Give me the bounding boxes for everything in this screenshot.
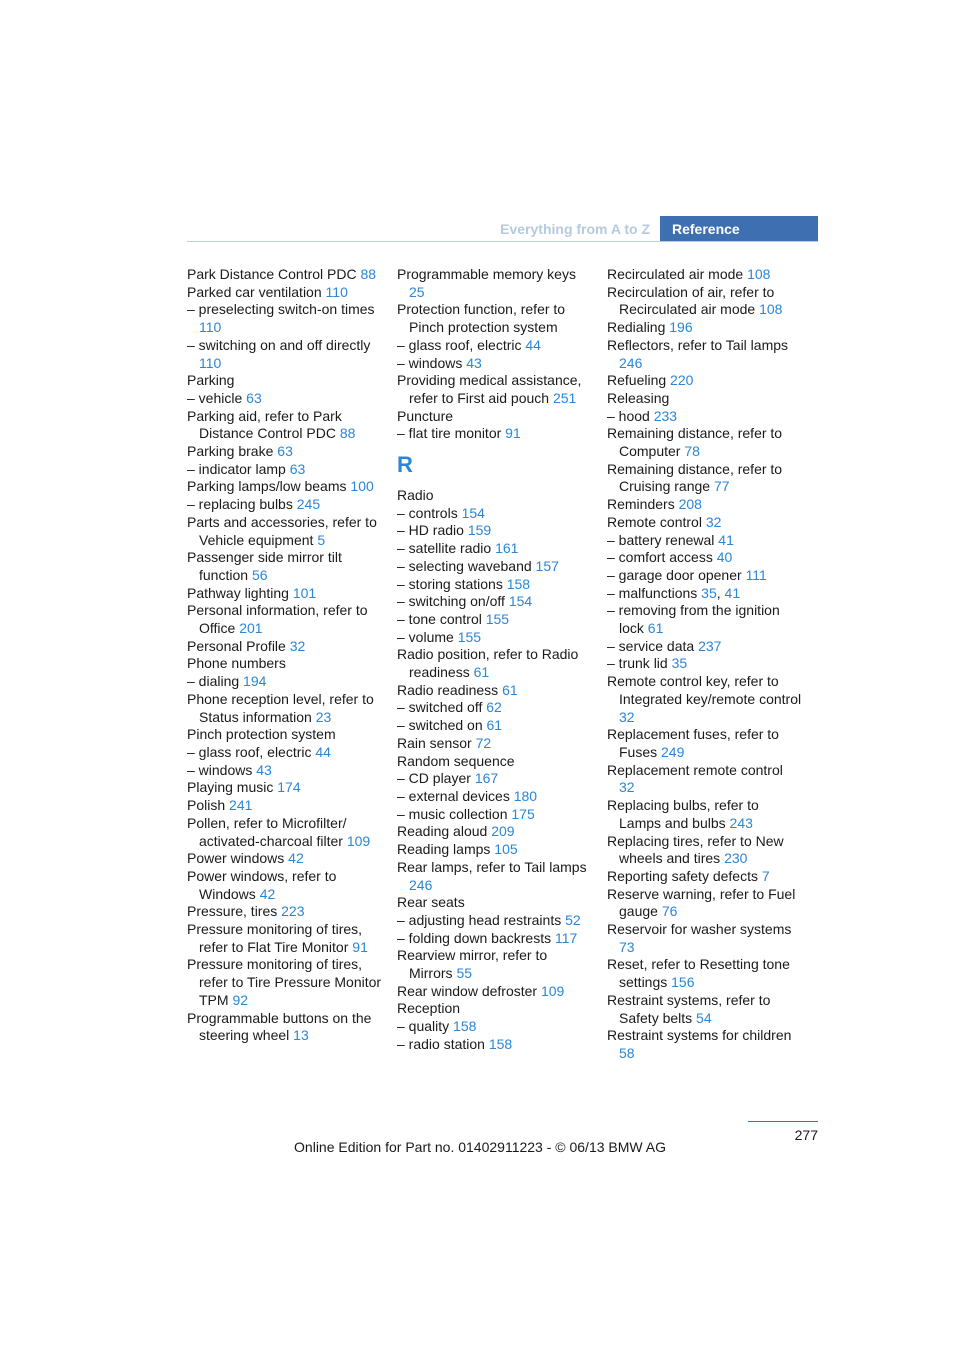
index-entry-text: Replacement fuses, refer to Fuses <box>607 726 779 760</box>
index-entry-text: – folding down backrests <box>397 929 552 946</box>
page-reference-link[interactable]: 246 <box>619 354 643 371</box>
page-reference-link[interactable]: 25 <box>409 283 425 300</box>
index-entry <box>187 337 382 372</box>
index-entry-text: Pinch protection system <box>187 726 336 743</box>
page-reference-link[interactable]: 44 <box>315 743 331 760</box>
page-reference-link[interactable]: 233 <box>653 407 678 424</box>
page-reference-link[interactable]: 108 <box>759 301 783 318</box>
index-entry-text: Rearview mirror, refer to Mirrors <box>397 947 548 982</box>
index-entry <box>607 921 802 956</box>
page-reference-link[interactable]: 58 <box>619 1044 635 1061</box>
index-entry-text: Reserve warning, refer to Fuel gauge <box>607 885 796 920</box>
index-entry-text: Pressure monitoring of tires, refer to Tire Pressure Monitor TPM <box>187 956 382 1008</box>
index-entry-text: Restraint systems, refer to Safety belts <box>607 991 771 1026</box>
index-entry-text: Programmable memory keys <box>397 266 576 282</box>
page-reference-link[interactable]: 91 <box>505 425 521 442</box>
page-reference-link[interactable]: 13 <box>293 1027 309 1044</box>
index-entry-text: Remote control key, refer to Integrated key/remote control <box>607 673 802 707</box>
index-entry <box>397 735 592 753</box>
page-reference-link[interactable]: 110 <box>199 319 222 336</box>
index-entry-text: – HD radio <box>397 522 464 539</box>
page-reference-link[interactable]: 32 <box>619 708 635 725</box>
index-entry-text: Rear lamps, refer to Tail lamps <box>397 858 587 875</box>
index-entry-text: – volume <box>397 628 454 645</box>
index-entry-text: Park Distance Control PDC <box>187 266 357 282</box>
page-reference-link[interactable]: 35 <box>701 584 717 601</box>
page-reference-link[interactable]: 158 <box>453 1018 477 1035</box>
index-entry <box>607 797 802 832</box>
page-reference-link[interactable]: 91 <box>352 938 368 955</box>
page-reference-link[interactable]: 23 <box>315 708 332 725</box>
page-reference-link[interactable]: 158 <box>488 1035 513 1052</box>
index-entry-text: Phone reception level, refer to Status information <box>187 690 374 725</box>
page-reference-link[interactable]: 158 <box>506 575 531 592</box>
index-entry <box>397 806 592 824</box>
index-entry-text: Puncture <box>397 407 454 424</box>
index-entry <box>607 726 802 761</box>
index-entry <box>187 390 382 408</box>
index-entry-text: – trunk lid <box>607 655 668 672</box>
index-entry-text: – battery renewal <box>607 531 715 548</box>
index-entry-text: – satellite radio <box>397 540 492 557</box>
page-reference-link[interactable]: 63 <box>277 443 293 460</box>
index-entry <box>187 850 382 868</box>
index-entry-text: – removing from the ignition lock <box>607 602 780 637</box>
index-column-1 <box>187 266 382 1045</box>
page-reference-link[interactable]: 92 <box>232 991 249 1008</box>
index-entry <box>397 682 592 700</box>
index-entry <box>187 779 382 797</box>
footer-divider <box>748 1121 818 1122</box>
index-entry-text: Recirculated air mode <box>607 266 744 282</box>
index-entry <box>607 602 802 637</box>
index-entry-text: Personal information, refer to Office <box>187 602 368 637</box>
index-entry-text: Passenger side mirror tilt function <box>187 549 342 583</box>
index-entry-text: Remote control <box>607 513 702 530</box>
page-number: 277 <box>794 1127 818 1143</box>
page-reference-link[interactable]: 194 <box>243 673 267 690</box>
index-entry <box>397 1036 592 1054</box>
index-entry-text: Random sequence <box>397 752 515 769</box>
page-reference-link[interactable]: 7 <box>761 867 770 884</box>
index-entry-text: Reporting safety defects <box>607 867 758 884</box>
index-entry <box>187 762 382 780</box>
index-entry <box>397 859 592 894</box>
index-entry-text: Remaining distance, refer to Computer <box>607 425 783 460</box>
index-entry-text: – malfunctions <box>607 584 698 601</box>
page-reference-link[interactable]: 156 <box>671 974 695 991</box>
page-reference-link[interactable]: 63 <box>289 460 306 477</box>
index-entry <box>397 266 592 301</box>
index-entry-text: – external devices <box>397 787 510 804</box>
page-reference-link[interactable]: 105 <box>494 841 518 858</box>
page-reference-link[interactable]: 62 <box>486 699 502 716</box>
index-entry-text: – hood <box>607 407 650 424</box>
index-entry-text: – controls <box>397 504 458 521</box>
page-reference-link[interactable]: 43 <box>466 354 482 371</box>
index-entry-text: Remaining distance, refer to Cruising range <box>607 460 783 495</box>
index-entry <box>607 425 802 460</box>
index-entry <box>187 956 382 1009</box>
index-letter-heading: R <box>397 452 413 478</box>
page-reference-link[interactable]: 220 <box>670 372 694 389</box>
index-entry-text: Recirculation of air, refer to Recirculated air mode <box>607 283 775 318</box>
index-entry-text: Phone numbers <box>187 655 286 672</box>
index-entry-text: Personal Profile <box>187 637 286 654</box>
index-entry-text: Replacement remote control <box>607 761 783 778</box>
page-reference-link[interactable]: 61 <box>473 664 490 681</box>
page-reference-link[interactable]: 109 <box>540 982 565 999</box>
index-entry <box>397 930 592 948</box>
page-reference-link[interactable]: 155 <box>485 610 510 627</box>
index-entry: – malfunctions 35, 41 <box>607 584 741 601</box>
index-entry-text: Radio position, refer to Radio readiness <box>397 646 579 681</box>
index-entry <box>187 461 382 479</box>
page-reference-link[interactable]: 41 <box>724 584 741 601</box>
index-entry-text: Rain sensor <box>397 734 472 751</box>
index-entry-text: – switching on and off directly <box>187 336 371 353</box>
index-entry <box>397 337 592 355</box>
index-entry-text: Pressure monitoring of tires, refer to Flat Tire Monitor <box>187 921 363 955</box>
page-reference-link[interactable]: 246 <box>409 876 433 893</box>
page-reference-link[interactable]: 88 <box>339 425 356 442</box>
index-entry <box>397 505 592 523</box>
index-entry-text: Pathway lighting <box>187 584 289 601</box>
index-entry <box>607 496 802 514</box>
page-reference-link[interactable]: 77 <box>713 478 730 495</box>
index-entry <box>397 983 592 1001</box>
page-reference-link[interactable]: 245 <box>296 496 321 513</box>
index-entry-text: – dialing <box>187 673 240 690</box>
index-entry <box>187 638 382 656</box>
page-reference-link[interactable]: 251 <box>552 389 577 406</box>
index-entry <box>187 1010 382 1045</box>
page-reference-link[interactable]: 101 <box>292 584 317 601</box>
page-reference-link[interactable]: 55 <box>456 965 473 982</box>
page-reference-link[interactable]: 88 <box>360 266 377 282</box>
index-entry <box>187 301 382 336</box>
index-entry <box>397 355 592 373</box>
index-entry-text: – windows <box>397 354 463 371</box>
index-entry-text: Power windows <box>187 850 285 867</box>
header-divider <box>187 241 818 242</box>
index-entry <box>607 1027 802 1062</box>
index-entry-text: Protection function, refer to Pinch protection system <box>397 301 566 336</box>
index-entry-text: Parking aid, refer to Park Distance Control PDC <box>187 407 342 442</box>
index-entry-text: Pollen, refer to Microfilter/ activated-charcoal filter <box>187 814 347 849</box>
index-entry <box>187 549 382 584</box>
index-entry-text: Parts and accessories, refer to Vehicle equipment <box>187 513 377 548</box>
index-entry <box>607 886 802 921</box>
index-entry <box>607 372 802 390</box>
page-reference-link[interactable]: 208 <box>678 496 702 513</box>
index-entry <box>187 726 382 744</box>
index-entry-text: Rear window defroster <box>397 982 538 999</box>
page-reference-link[interactable]: 175 <box>511 805 535 822</box>
index-entry-text: Replacing tires, refer to New wheels and tires <box>607 832 784 867</box>
index-entry-text: – service data <box>607 637 695 654</box>
index-entry <box>397 522 592 540</box>
index-entry <box>607 549 802 567</box>
index-entry <box>397 487 592 505</box>
index-entry-text: Parking brake <box>187 443 274 460</box>
index-entry-text: Radio <box>397 487 434 504</box>
index-entry <box>187 443 382 461</box>
index-entry <box>607 319 802 337</box>
index-entry <box>397 408 592 426</box>
index-entry <box>397 823 592 841</box>
index-entry-text: Polish <box>187 797 226 814</box>
online-edition-note: Online Edition for Part no. 01402911223 - © 06/13 BMW AG <box>294 1139 666 1155</box>
index-entry <box>397 611 592 629</box>
index-entry <box>397 425 592 443</box>
index-entry-text: Radio readiness <box>397 681 499 698</box>
index-entry-text: – storing stations <box>397 575 503 592</box>
index-entry-text: Parked car ventilation <box>187 283 322 300</box>
index-entry <box>397 1000 592 1018</box>
page-reference-link[interactable]: 110 <box>199 354 222 371</box>
index-entry-text: – flat tire monitor <box>397 425 502 442</box>
index-entry-text: – indicator lamp <box>187 460 286 477</box>
index-entry-text: – switched on <box>397 717 483 734</box>
index-entry <box>187 372 382 390</box>
page-reference-link[interactable]: 201 <box>239 620 263 637</box>
page-reference-link[interactable]: 42 <box>288 850 304 867</box>
index-entry <box>607 655 802 673</box>
index-entry-text: – glass roof, electric <box>187 743 312 760</box>
index-entry <box>187 514 382 549</box>
index-column-2 <box>397 266 592 1054</box>
index-entry <box>397 894 592 912</box>
page-reference-link[interactable]: 241 <box>229 797 253 814</box>
index-entry-text: – selecting waveband <box>397 557 532 574</box>
index-entry <box>607 532 802 550</box>
index-entry <box>397 699 592 717</box>
page-reference-link[interactable]: 249 <box>661 743 685 760</box>
page-reference-link[interactable]: 196 <box>669 319 693 336</box>
index-entry-text: Replacing bulbs, refer to Lamps and bulbs <box>607 797 759 831</box>
index-entry <box>397 540 592 558</box>
index-entry-text: Reminders <box>607 496 675 513</box>
page-reference-link[interactable]: 61 <box>502 681 518 698</box>
page-reference-link[interactable]: 174 <box>277 779 301 796</box>
page-reference-link[interactable]: 111 <box>745 566 767 583</box>
page-reference-link[interactable]: 155 <box>457 628 482 645</box>
index-entry-text: – comfort access <box>607 549 713 566</box>
page-reference-link[interactable]: 72 <box>475 734 492 751</box>
index-entry <box>187 744 382 762</box>
index-column-3 <box>607 266 802 1063</box>
index-entry-text: – adjusting head restraints <box>397 911 562 928</box>
index-entry-text: Restraint systems for children <box>607 1027 792 1044</box>
index-entry <box>187 815 382 850</box>
index-entry-text: – vehicle <box>187 389 243 406</box>
index-entry-text: Reflectors, refer to Tail lamps <box>607 336 789 353</box>
page-reference-link[interactable]: 109 <box>346 832 371 849</box>
index-entry <box>187 266 382 284</box>
index-entry-text: Power windows, refer to Windows <box>187 867 337 902</box>
page-reference-link[interactable]: 73 <box>619 938 635 955</box>
index-entry-text: Parking <box>187 372 235 389</box>
index-entry-text: Reception <box>397 1000 461 1017</box>
index-entry <box>397 301 592 336</box>
index-entry-text: – switching on/off <box>397 593 505 610</box>
index-entry-text: Redialing <box>607 319 666 336</box>
index-entry <box>397 947 592 982</box>
page-reference-link[interactable]: 61 <box>486 717 503 734</box>
index-entry <box>187 408 382 443</box>
index-entry <box>607 390 802 408</box>
index-entry-text: – preselecting switch-on times <box>187 301 375 318</box>
page-reference-link[interactable]: 78 <box>684 443 700 460</box>
index-entry <box>607 408 802 426</box>
page-reference-link[interactable]: 56 <box>251 566 268 583</box>
page-reference-link[interactable]: 43 <box>256 761 272 778</box>
index-entry <box>187 868 382 903</box>
index-entry <box>397 593 592 611</box>
index-entry <box>607 461 802 496</box>
page-reference-link[interactable]: 40 <box>716 549 733 566</box>
page-reference-link[interactable]: 76 <box>661 903 678 920</box>
index-entry <box>187 585 382 603</box>
index-entry <box>607 992 802 1027</box>
index-entry <box>397 770 592 788</box>
page-reference-link[interactable]: 154 <box>508 593 533 610</box>
index-entry <box>397 576 592 594</box>
index-entry <box>607 638 802 656</box>
page-reference-link[interactable]: 35 <box>671 655 688 672</box>
page-reference-link[interactable]: 230 <box>724 850 748 867</box>
index-entry-text: – replacing bulbs <box>187 496 293 513</box>
page-reference-link[interactable]: 159 <box>467 522 492 539</box>
index-entry <box>397 788 592 806</box>
index-entry <box>187 496 382 514</box>
page-reference-link[interactable]: 32 <box>705 513 722 530</box>
index-entry <box>397 646 592 681</box>
page-reference-link[interactable]: 110 <box>325 283 348 300</box>
index-entry <box>187 673 382 691</box>
page-reference-link[interactable]: 32 <box>619 779 635 796</box>
page-reference-link[interactable]: 108 <box>747 266 771 282</box>
index-entry <box>607 762 802 797</box>
index-entry <box>187 478 382 496</box>
index-entry-text: Parking lamps/low beams <box>187 478 347 495</box>
index-entry-text: – glass roof, electric <box>397 336 522 353</box>
index-entry <box>607 266 802 284</box>
index-entry <box>397 372 592 407</box>
index-entry-text: – windows <box>187 761 253 778</box>
page-reference-link[interactable]: 52 <box>565 911 581 928</box>
index-entry-text: Programmable buttons on the steering wheel <box>187 1009 372 1044</box>
index-entry <box>397 558 592 576</box>
index-entry-text: Reading aloud <box>397 823 488 840</box>
index-entry-text: – radio station <box>397 1035 485 1052</box>
page-reference-link[interactable]: 157 <box>535 557 559 574</box>
page-reference-link[interactable]: 54 <box>696 1009 712 1026</box>
page-reference-link[interactable]: 223 <box>281 903 305 920</box>
index-entry-text: Rear seats <box>397 894 465 911</box>
reference-tab[interactable]: Reference <box>660 216 818 242</box>
index-entry <box>397 753 592 771</box>
page-reference-link[interactable]: 100 <box>350 478 374 495</box>
page-reference-link[interactable]: 44 <box>525 336 541 353</box>
page-reference-link[interactable]: 180 <box>513 787 538 804</box>
page-reference-link[interactable]: 5 <box>317 531 326 548</box>
index-entry-text: Pressure, tires <box>187 903 278 920</box>
page-reference-link[interactable]: 161 <box>495 540 519 557</box>
index-entry-text: – switched off <box>397 699 483 716</box>
index-entry <box>607 673 802 726</box>
index-entry-text: – CD player <box>397 770 471 787</box>
page-reference-link[interactable]: 42 <box>259 885 276 902</box>
page-reference-link[interactable]: 243 <box>729 814 753 831</box>
index-entry-text: Releasing <box>607 389 670 406</box>
index-entry <box>397 717 592 735</box>
page-reference-link[interactable]: 63 <box>246 389 262 406</box>
page-reference-link[interactable]: 61 <box>647 620 664 637</box>
index-entry <box>187 797 382 815</box>
page-reference-link[interactable]: 167 <box>474 770 499 787</box>
index-entry <box>187 655 382 673</box>
page-reference-link[interactable]: 209 <box>491 823 515 840</box>
index-entry-text: Playing music <box>187 779 274 796</box>
index-entry <box>397 1018 592 1036</box>
page-reference-link[interactable]: 41 <box>718 531 734 548</box>
index-entry-text: Reservoir for washer systems <box>607 921 792 938</box>
index-entry-text: Providing medical assistance, refer to First aid pouch <box>397 372 582 406</box>
index-entry-text: Reset, refer to Resetting tone settings <box>607 956 790 991</box>
index-entry <box>397 629 592 647</box>
index-entry <box>607 833 802 868</box>
index-entry <box>187 284 382 302</box>
index-entry <box>607 284 802 319</box>
index-entry-text: – tone control <box>397 610 482 627</box>
index-entry-text: Reading lamps <box>397 841 491 858</box>
index-entry <box>607 514 802 532</box>
index-entry-text: – music collection <box>397 805 508 822</box>
page-reference-link[interactable]: 32 <box>289 637 306 654</box>
index-entry <box>607 956 802 991</box>
page-reference-link[interactable]: 154 <box>461 504 485 521</box>
index-entry-text: – quality <box>397 1018 450 1035</box>
section-title: Everything from A to Z <box>500 221 650 237</box>
index-entry <box>607 567 802 585</box>
index-entry <box>607 868 802 886</box>
index-entry-text: Refueling <box>607 372 667 389</box>
index-entry <box>397 912 592 930</box>
page-reference-link[interactable]: 237 <box>698 637 722 654</box>
index-entry <box>187 691 382 726</box>
index-entry <box>187 903 382 921</box>
page-reference-link[interactable]: 117 <box>554 929 578 946</box>
index-entry <box>187 602 382 637</box>
index-entry-text: – garage door opener <box>607 566 742 583</box>
index-entry <box>397 841 592 859</box>
index-entry <box>607 337 802 372</box>
index-entry <box>187 921 382 956</box>
